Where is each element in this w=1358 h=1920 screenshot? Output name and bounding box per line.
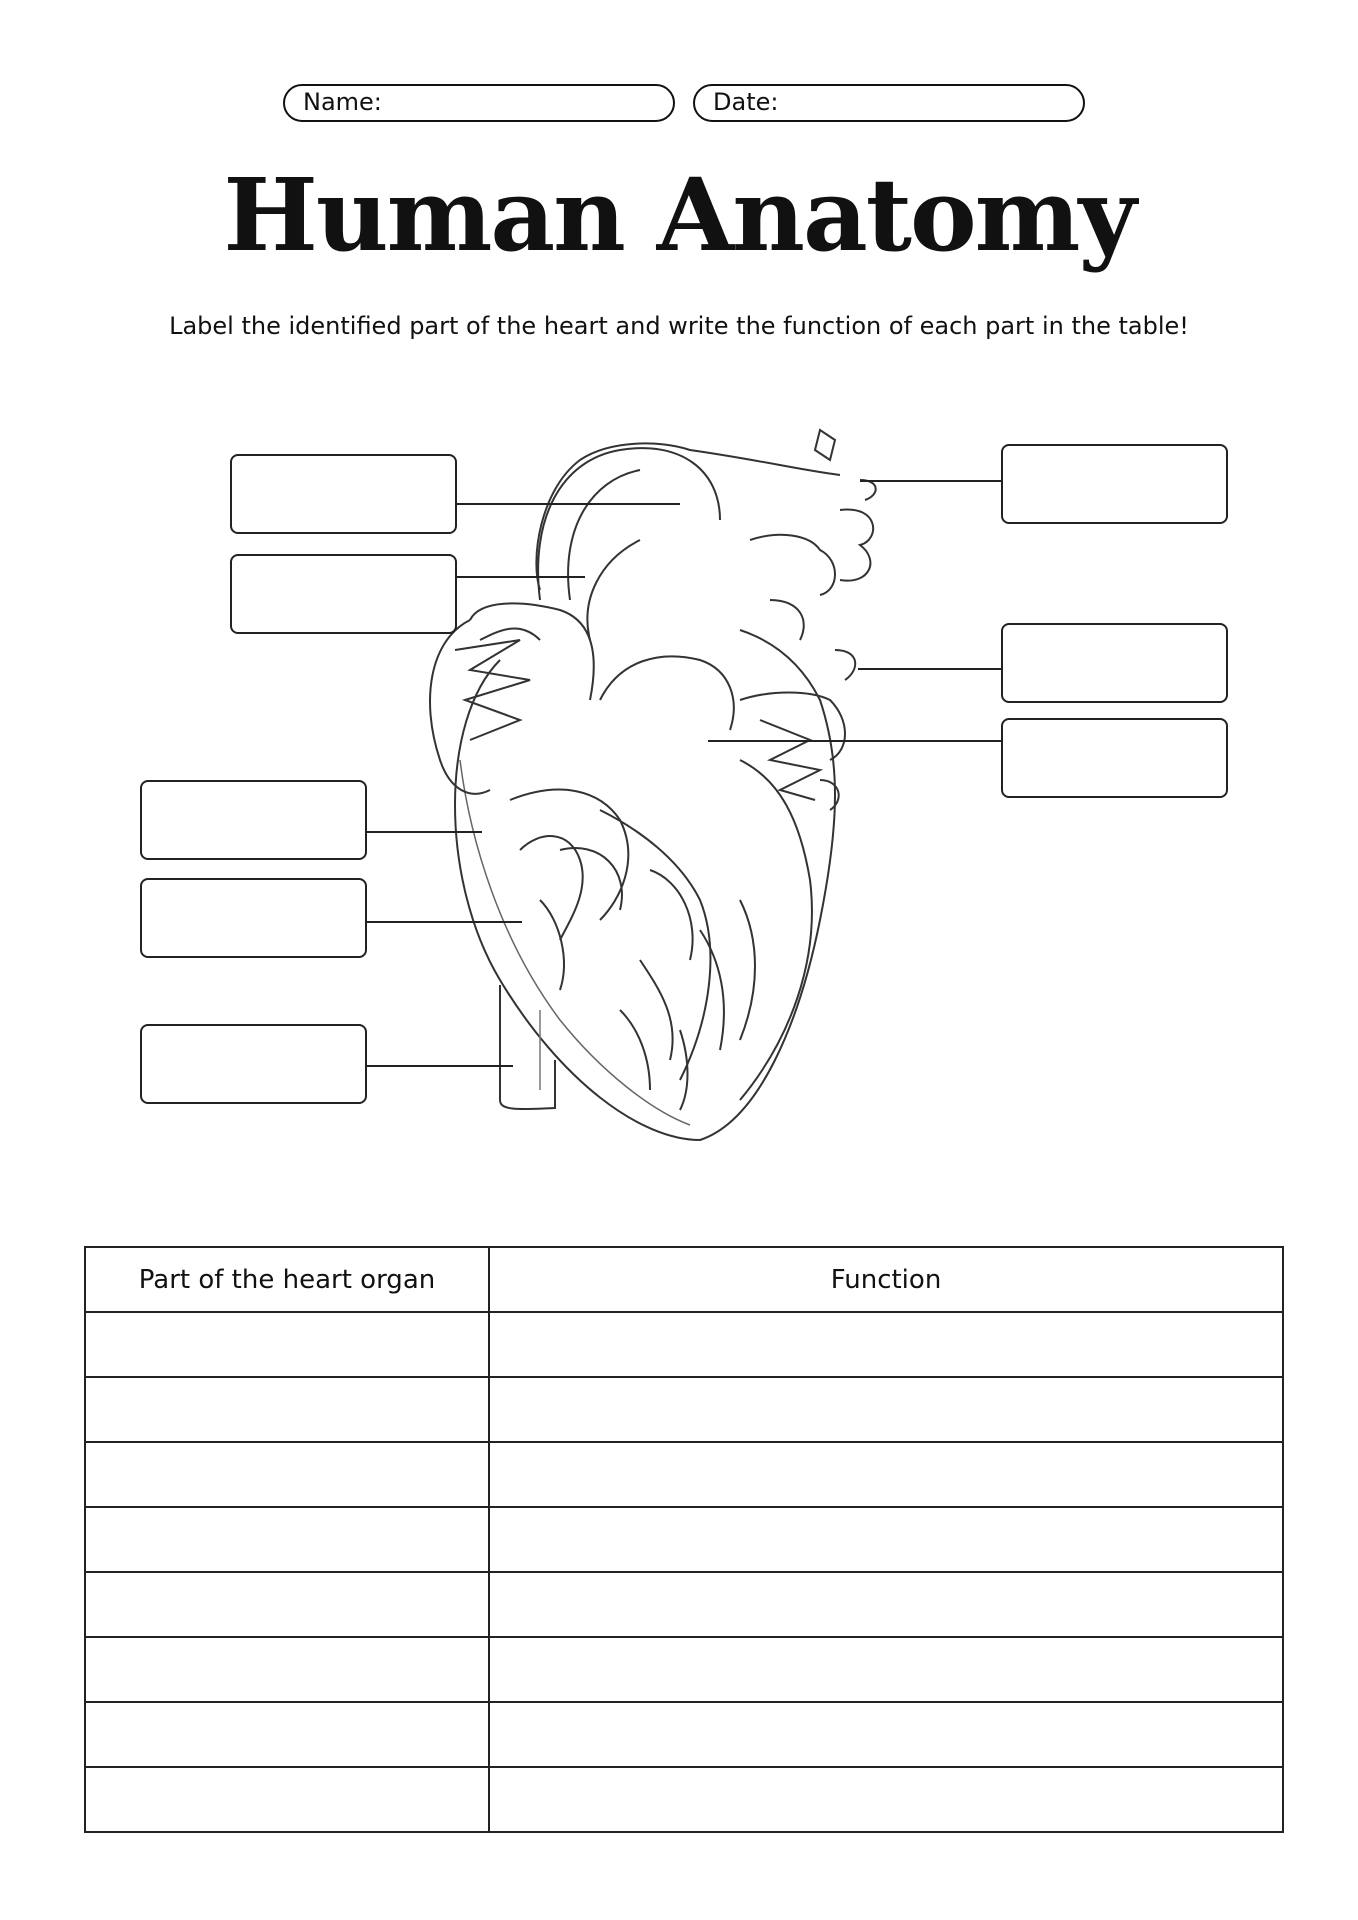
- name-label: Name:: [303, 88, 382, 116]
- function-cell[interactable]: [489, 1442, 1283, 1507]
- function-cell[interactable]: [489, 1637, 1283, 1702]
- part-cell[interactable]: [85, 1312, 489, 1377]
- label-box-right-ventricle[interactable]: [140, 878, 367, 958]
- function-cell[interactable]: [489, 1377, 1283, 1442]
- function-cell[interactable]: [489, 1312, 1283, 1377]
- label-box-inferior-vena-cava[interactable]: [140, 1024, 367, 1104]
- function-cell[interactable]: [489, 1572, 1283, 1637]
- part-cell[interactable]: [85, 1637, 489, 1702]
- date-label: Date:: [713, 88, 779, 116]
- part-cell[interactable]: [85, 1572, 489, 1637]
- instructions: Label the identified part of the heart and write the function of each part in the table!: [169, 312, 1189, 340]
- part-cell[interactable]: [85, 1377, 489, 1442]
- part-cell[interactable]: [85, 1767, 489, 1832]
- part-cell[interactable]: [85, 1507, 489, 1572]
- table-row: [85, 1312, 1283, 1377]
- table-row: [85, 1377, 1283, 1442]
- label-box-left-atrium[interactable]: [1001, 718, 1228, 798]
- column-header-part: Part of the heart organ: [85, 1247, 489, 1312]
- column-header-function: Function: [489, 1247, 1283, 1312]
- function-cell[interactable]: [489, 1702, 1283, 1767]
- part-cell[interactable]: [85, 1702, 489, 1767]
- table-row: [85, 1442, 1283, 1507]
- label-box-right-atrium[interactable]: [140, 780, 367, 860]
- function-cell[interactable]: [489, 1767, 1283, 1832]
- page-title: Human Anatomy: [223, 156, 1135, 274]
- table-row: [85, 1767, 1283, 1832]
- table-row: [85, 1507, 1283, 1572]
- table-header-row: [85, 1247, 1283, 1312]
- label-box-pulmonary-artery[interactable]: [1001, 444, 1228, 524]
- table-row: [85, 1702, 1283, 1767]
- parts-function-table: [84, 1246, 1284, 1833]
- label-box-aortic-arch[interactable]: [230, 454, 457, 534]
- table-row: [85, 1637, 1283, 1702]
- label-box-pulmonary-vein[interactable]: [1001, 623, 1228, 703]
- function-cell[interactable]: [489, 1507, 1283, 1572]
- label-box-superior-vena-cava[interactable]: [230, 554, 457, 634]
- part-cell[interactable]: [85, 1442, 489, 1507]
- table-row: [85, 1572, 1283, 1637]
